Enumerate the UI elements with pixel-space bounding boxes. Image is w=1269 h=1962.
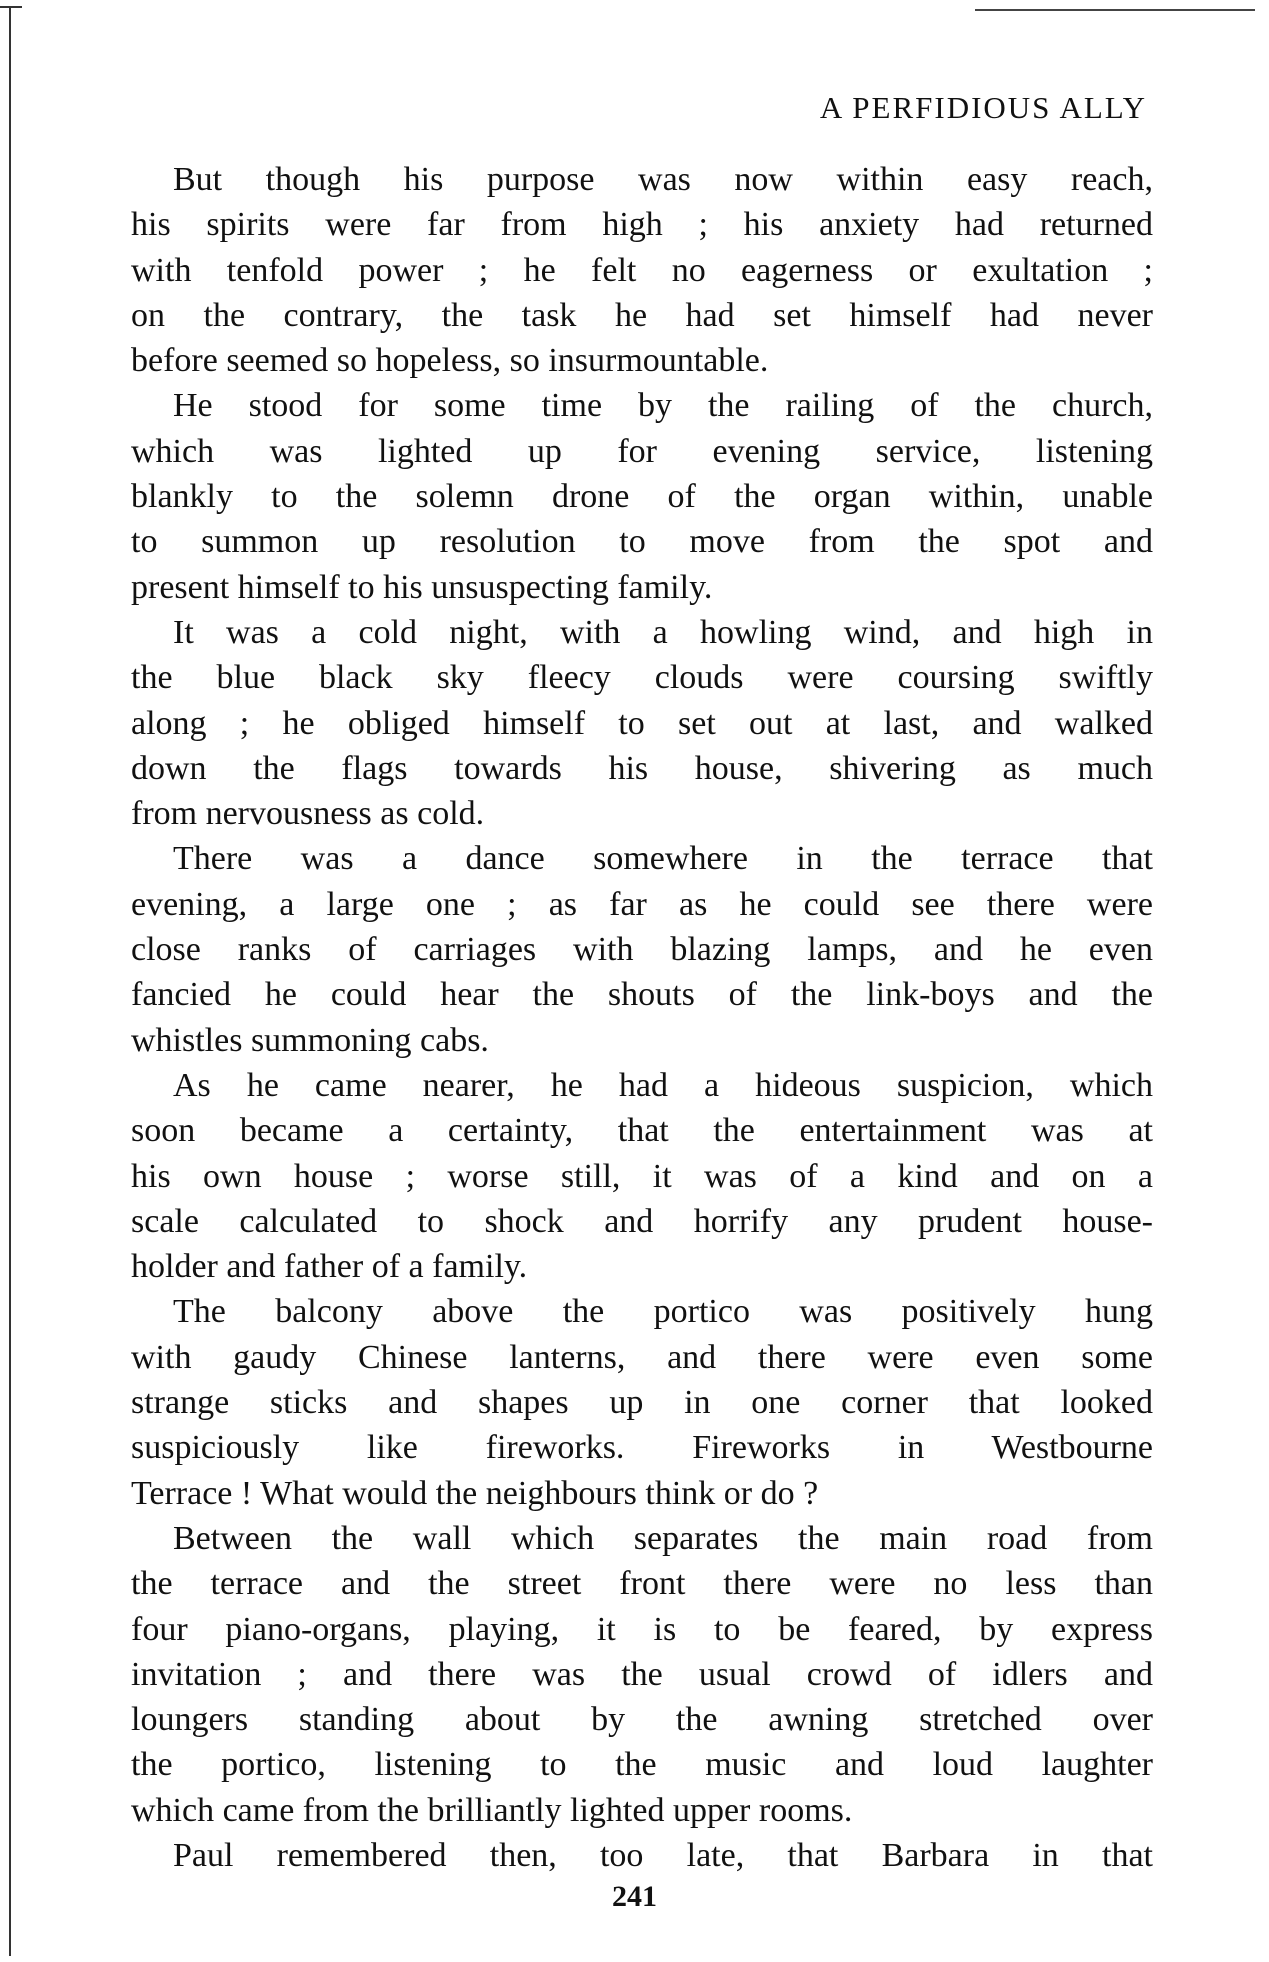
text-line: the portico, listening to the music and loud laughter [131,1746,1153,1784]
page-edge-line [9,6,11,1956]
body-text [131,157,1153,1878]
text-line: loungers standing about by the awning stretched over [131,1701,1153,1739]
text-line: holder and father of a family. [131,1248,528,1286]
text-line: Between the wall which separates the main road from [173,1519,1153,1557]
text-line: There was a dance somewhere in the terrace that [173,840,1153,878]
text-line: along ; he obliged himself to set out at last, and walked [131,704,1153,742]
text-line: The balcony above the portico was positively hung [173,1293,1153,1331]
text-line: his own house ; worse still, it was of a kind and on a [131,1157,1153,1195]
top-rule [975,9,1255,11]
running-head: A PERFIDIOUS ALLY [819,90,1147,125]
text-line: invitation ; and there was the usual crowd of idlers and [131,1655,1153,1693]
text-line: present himself to his unsuspecting family. [131,568,713,606]
text-line: down the flags towards his house, shivering as much [131,749,1153,787]
text-line: As he came nearer, he had a hideous suspicion, which [173,1066,1153,1104]
text-line: But though his purpose was now within easy reach, [173,161,1153,198]
text-line: close ranks of carriages with blazing lamps, and he even [131,931,1153,969]
text-line: before seemed so hopeless, so insurmountable. [131,342,769,380]
text-line: with gaudy Chinese lanterns, and there were even some [131,1338,1153,1376]
text-line: evening, a large one ; as far as he could see there were [131,885,1153,923]
text-line: whistles summoning cabs. [131,1021,489,1059]
text-line: the terrace and the street front there were no less than [131,1565,1153,1603]
text-line: on the contrary, the task he had set himself had never [131,296,1153,334]
page-number: 241 [612,1880,657,1913]
text-line: from nervousness as cold. [131,795,485,833]
text-line: his spirits were far from high ; his anxiety had returned [131,206,1153,244]
text-line: fancied he could hear the shouts of the link-boys and the [131,976,1153,1014]
text-line: which came from the brilliantly lighted upper rooms. [131,1791,853,1829]
text-line: It was a cold night, with a howling wind, and high in [173,613,1153,651]
text-line: scale calculated to shock and horrify any prudent house- [131,1202,1153,1240]
text-line: suspiciously like fireworks. Fireworks in Westbourne [131,1429,1153,1467]
text-line: to summon up resolution to move from the spot and [131,523,1153,561]
text-line: Paul remembered then, too late, that Barbara in that [173,1836,1153,1874]
page-corner-mark [0,6,22,8]
text-line: four piano-organs, playing, it is to be feared, by express [131,1610,1153,1648]
text-line: soon became a certainty, that the entertainment was at [131,1112,1153,1150]
text-line: strange sticks and shapes up in one corner that looked [131,1384,1153,1422]
text-line: with tenfold power ; he felt no eagerness or exultation ; [131,251,1153,289]
text-line: which was lighted up for evening service, listening [131,432,1153,470]
text-line: He stood for some time by the railing of the church, [173,387,1153,425]
text-line: the blue black sky fleecy clouds were coursing swiftly [131,659,1153,697]
text-line: Terrace ! What would the neighbours think or do ? [131,1474,819,1512]
text-line: blankly to the solemn drone of the organ within, unable [131,478,1153,516]
